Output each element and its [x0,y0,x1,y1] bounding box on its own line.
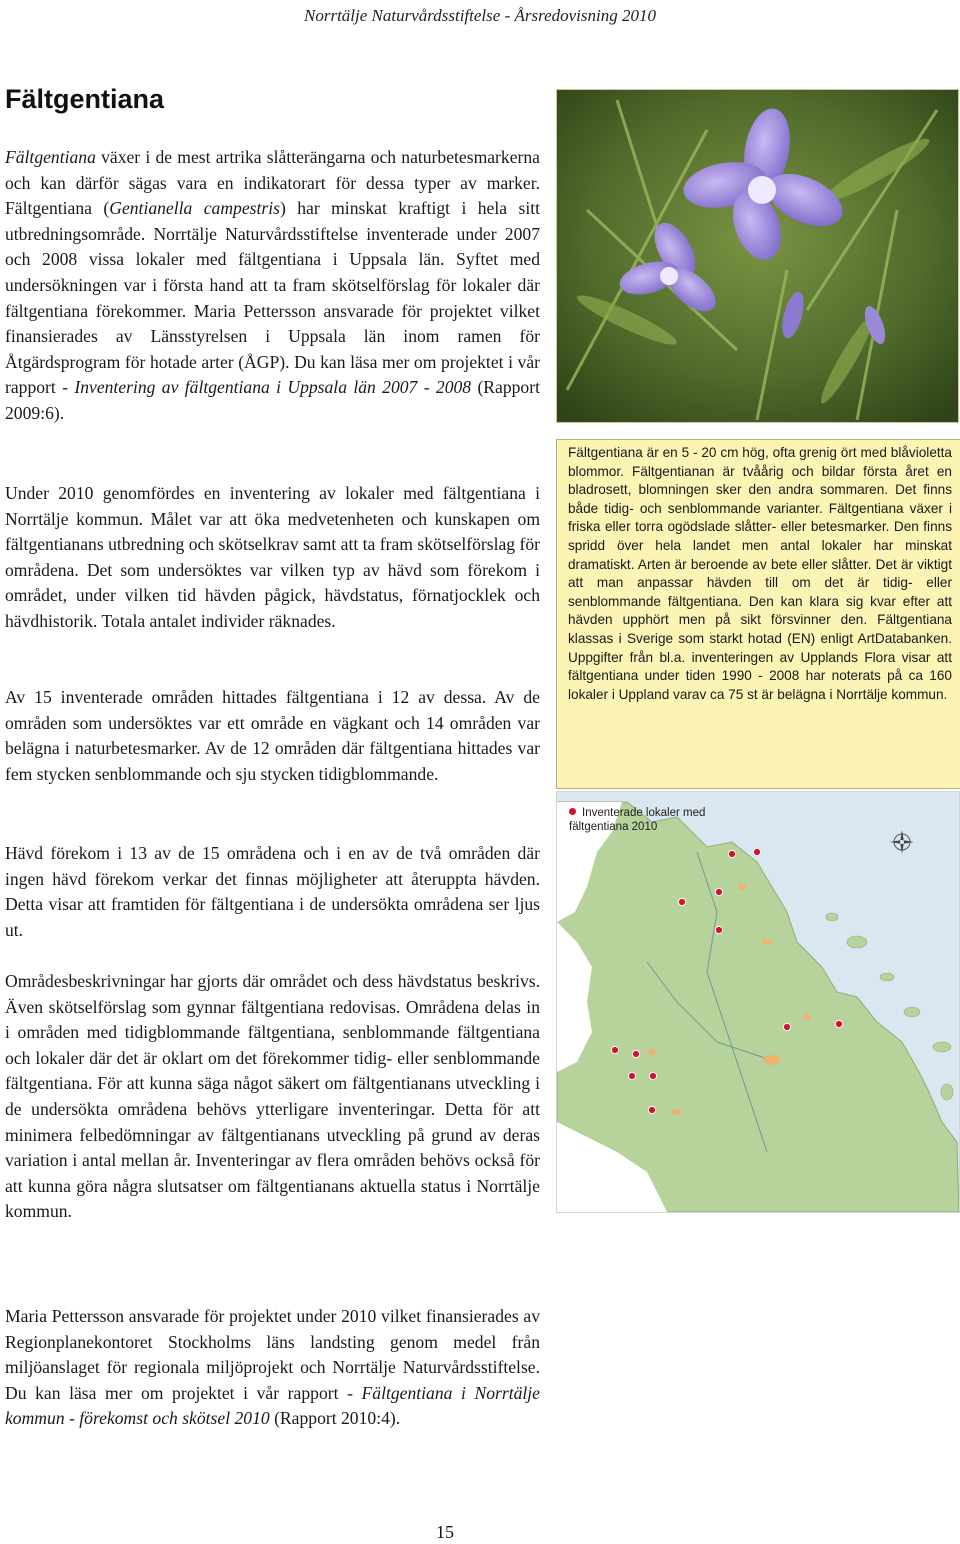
map-legend [569,806,729,834]
map-site-marker [678,898,685,905]
body-paragraph-2: Under 2010 genomfördes en inventering av lokaler med fältgentiana i Norrtälje kommun. Målet var att öka medvetenheten och kunskapen om fältgentianans utbredning och skötselkrav samt att ta fram skötselförslag för områdena. Det som undersöktes var vilken typ av hävd som förekom i området, under vilken tid hävden pågick, hävdstatus, förnatjocklek och hävdhistorik. Totala antalet individer räknades. [5,483,540,631]
body-paragraph-1: Fältgentiana växer i de mest artrika slåtterängarna och naturbetesmarkerna och kan därför sägas vara en indikatorart för dessa typer av marker. Fältgentiana (Gentianella campestris) har minskat kraftigt i hela sitt utbredningsområde. Norrtälje Naturvårdsstiftelse inventerade under 2007 och 2008 vissa lokaler med fältgentiana i Uppsala län. Syftet med undersökningen var i första hand att ta fram skötselförslag för lokaler där fältgentiana förekommer. Maria Pettersson ansvarade för projektet vilket finansierades av Länsstyrelsen i Uppsala län inom ramen för Åtgärdsprogram för hotade arter (ÅGP). Du kan läsa mer om projektet i vår rapport - Inventering av fältgentiana i Uppsala län 2007 - 2008 (Rapport 2009:6). [5,147,540,423]
map-site-marker [632,1050,639,1057]
map-site-marker [715,888,722,895]
body-paragraph-6: Maria Pettersson ansvarade för projektet under 2010 vilket finansierades av Regionplanekontoret Stockholms läns landsting genom medel från miljöanslaget för regionala miljöprojekt och Norrtälje Naturvårdsstiftelse. Du kan läsa mer om projektet i vår rapport - Fältgentiana i Norrtälje kommun - förekomst och skötsel 2010 (Rapport 2010:4). [5,1306,540,1429]
page-number: 15 [436,1522,454,1542]
body-paragraph-5: Områdesbeskrivningar har gjorts där området och dess hävdstatus beskrivs. Även skötselförslag som gynnar fältgentiana redovisas. Områdena delas in i områden med tidigblommande fältgentiana, senblommande fältgentiana och lokaler där det är oklart om det förekommer tidig- eller senblommande fältgentiana. För att kunna säga något säkert om fältgentianans utveckling i de undersökta områdena behövs ytterligare inventeringar. Detta för att minimera felbedömningar av fältgentianans utveckling på grund av deras variation i antal mellan år. Inventeringar av flera områden behövs också för att kunna göra några slutsatser om fältgentianans aktuella status i Norrtälje kommun. [5,971,540,1222]
body-paragraph-4: Hävd förekom i 13 av de 15 områdena och i en av de två områden där ingen hävd förekom verkar det finnas möjligheter att återuppta hävden. Detta visar att framtiden för fältgentiana i de undersökta områdena ser ljus ut. [5,843,540,940]
map-site-marker [783,1023,790,1030]
page-title: Fältgentiana [5,84,165,114]
map-site-marker [628,1072,635,1079]
species-info-box: Fältgentiana är en 5 - 20 cm hög, ofta grenig ört med blåvioletta blommor. Fältgentianan är tvåårig och bildar första året en bladrosett, blomningen sker den andra sommaren. Det finns både tidig- och senblommande varianter. Fältgentiana växer i friska eller torra ogödslade slåtter- eller betesmarker. Den finns spridd över hela landet men antal lokaler har minskat dramatiskt. Arten är beroende av bete eller slåtter. Det är viktigt att man anpassar hävden till om det är tidig- eller senblommande fältgentianа. Den kan klara sig kvar efter att hävden upphört men på sikt försvinner den. Fältgentiana klassas i Sverige som starkt hotad (EN) enligt ArtDatabanken. Uppgifter från bl.a. inventeringen av Upplands Flora visar att fältgentiana under tiden 1990 - 2008 har noterats på ca 160 lokaler i Uppland varav ca 75 st är belägna i Norrtälje kommun. [556,439,960,789]
legend-label: Inventerade lokaler med fältgentiana 2010 [569,807,706,833]
legend-dot-icon [569,808,576,815]
map-site-marker [728,850,735,857]
map-site-marker [611,1046,618,1053]
map-site-marker [835,1020,842,1027]
body-paragraph-3: Av 15 inventerade områden hittades fältgentiana i 12 av dessa. Av de områden som undersöktes var ett område en vägkant och 14 områden var belägna i naturbetesmarker. Av de 12 områden där fältgentiana hittades var fem stycken senblommande och sju stycken tidigblommande. [5,687,540,784]
gentian-flower-image [557,90,958,422]
map-site-marker [715,926,722,933]
map-image [557,792,959,1212]
gentian-photo [556,89,959,423]
running-header: Norrtälje Naturvårdsstiftelse - Årsredovisning 2010 [304,6,656,25]
distribution-map [556,791,960,1213]
map-site-marker [649,1072,656,1079]
map-site-marker [648,1106,655,1113]
map-site-marker [753,848,760,855]
